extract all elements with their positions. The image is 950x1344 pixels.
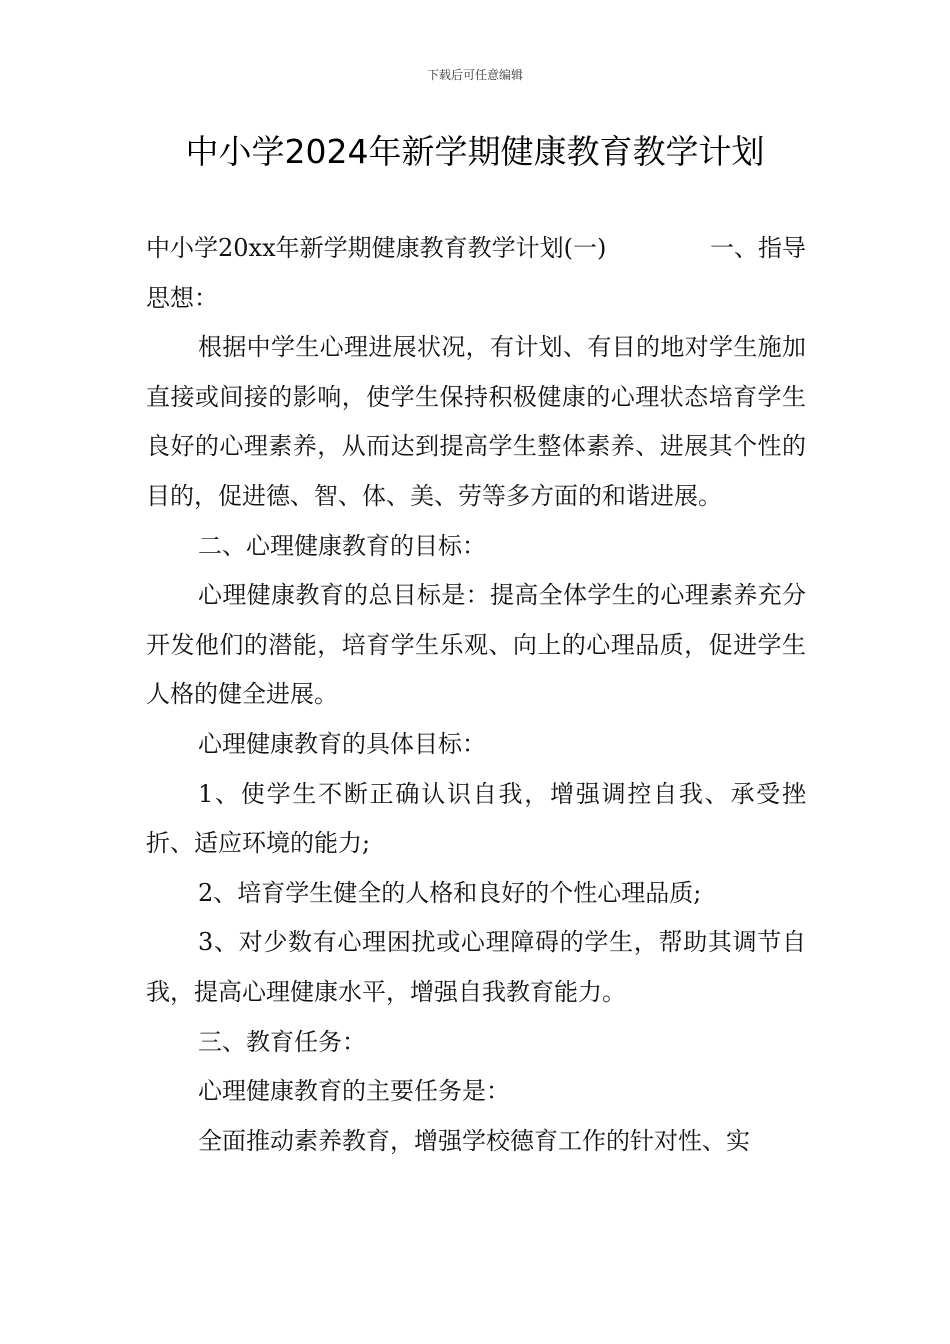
paragraph-tasks-detail: 全面推动素养教育，增强学校德育工作的针对性、实 [198,1126,750,1155]
heading-tasks: 三、教育任务： [198,1027,366,1056]
heading-goals: 二、心理健康教育的目标： [198,531,486,560]
header-note: 下载后可任意编辑 [426,68,523,82]
section-heading-start: 一、指导 [710,234,806,262]
document-body [146,224,806,1166]
document-title: 中小学2024年新学期健康教育教学计划 [185,132,765,171]
part-title: 中小学20xx年新学期健康教育教学计划(一) [146,234,607,262]
section-heading-end: 思想： [146,283,218,312]
heading-specific-goals: 心理健康教育的具体目标： [198,729,486,758]
list-item-goal-2: 2、培育学生健全的人格和良好的个性心理品质; [198,878,702,907]
intro-line [146,224,806,274]
list-item-goal-3: 3、对少数有心理困扰或心理障碍的学生，帮助其调节自我，提高心理健康水平，增强自我教育能力。 [146,928,806,1006]
paragraph-overall-goal: 心理健康教育的总目标是：提高全体学生的心理素养充分开发他们的潜能，培育学生乐观、向上的心理品质，促进学生人格的健全进展。 [146,581,806,709]
list-item-goal-1: 1、使学生不断正确认识自我，增强调控自我、承受挫折、适应环境的能力; [146,779,806,858]
paragraph-guiding-thought: 根据中学生心理进展状况，有计划、有目的地对学生施加直接或间接的影响，使学生保持积极健康的心理状态培育学生良好的心理素养，从而达到提高学生整体素养、进展其个性的目的，促进德、智、体、美、劳等多方面的和谐进展。 [146,333,806,510]
paragraph-main-tasks: 心理健康教育的主要任务是： [198,1077,510,1106]
